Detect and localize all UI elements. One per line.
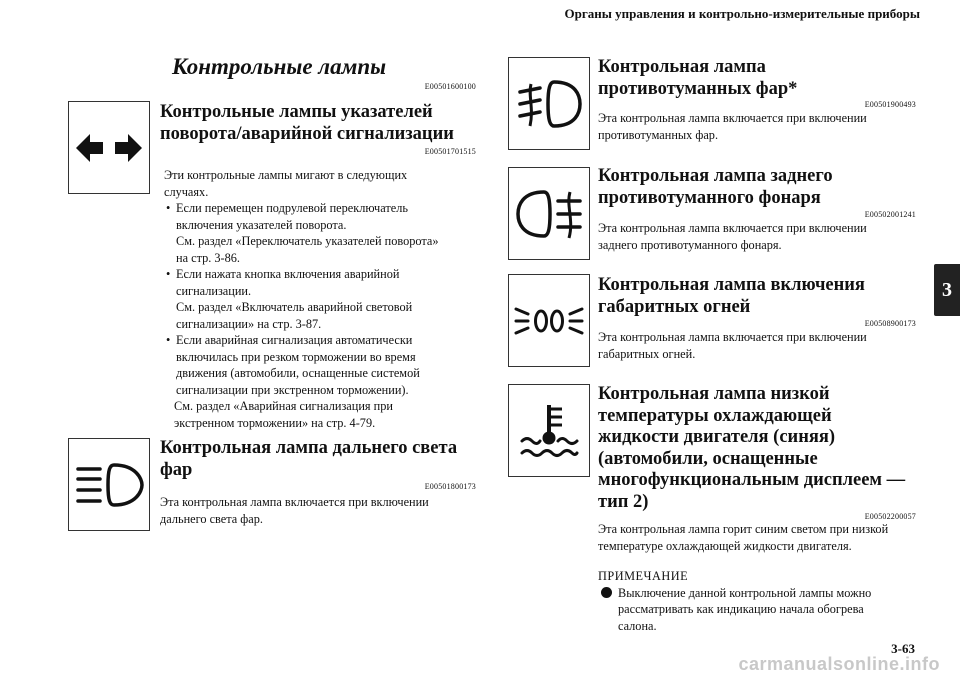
front-fog-heading-line: противотуманных фар*	[598, 79, 798, 99]
coolant-body	[598, 521, 928, 554]
front-fog-heading	[598, 56, 918, 100]
list-item-line: на стр. 3-86.	[176, 250, 241, 265]
list-item-line: • Если нажата кнопка включения аварийной	[176, 267, 400, 281]
turn-signal-heading-line: поворота/аварийной сигнализации	[160, 124, 454, 144]
running-header: Органы управления и контрольно-измерительные приборы	[564, 6, 920, 21]
coolant-heading-line: температуры охлаждающей	[598, 405, 832, 426]
bullet-icon	[601, 587, 612, 598]
rear-fog-icon-box	[508, 167, 590, 260]
turn-signal-heading-line: Контрольные лампы указателей	[160, 102, 433, 122]
section-code: E00501600100	[424, 82, 476, 91]
rear-fog-light-icon	[514, 184, 584, 244]
front-fog-icon-box	[508, 57, 590, 150]
note-text: рассматривать как индикацию начала обогрева	[618, 602, 864, 616]
high-beam-icon	[72, 457, 146, 513]
rear-fog-heading-line: противотуманного фонаря	[598, 188, 821, 208]
high-beam-heading-line: Контрольная лампа дальнего света	[160, 438, 458, 458]
position-lights-heading	[598, 274, 918, 318]
coolant-text: температуре охлаждающей жидкости двигателя.	[598, 538, 852, 553]
coolant-heading-line: Контрольная лампа низкой	[598, 384, 830, 404]
coolant-heading-line: (автомобили, оснащенные	[598, 448, 818, 469]
coolant-heading-line: тип 2)	[598, 491, 649, 512]
list-item-line: сигнализации при экстренном торможении).	[176, 382, 409, 397]
list-item-line: См. раздел «Переключатель указателей поворота»	[176, 234, 439, 248]
position-lights-body	[598, 329, 923, 362]
high-beam-icon-box	[68, 438, 150, 531]
list-item-line: движения (автомобили, оснащенные системой	[176, 366, 420, 380]
coolant-heading-line: жидкости двигателя (синяя)	[598, 427, 836, 447]
high-beam-code: E00501800173	[424, 482, 476, 491]
rear-fog-body	[598, 220, 923, 253]
turn-signal-conditions-list	[164, 200, 484, 398]
high-beam-body	[160, 494, 485, 527]
rear-fog-text: заднего противотуманного фонаря.	[598, 237, 782, 252]
turn-signal-intro: случаях.	[164, 184, 209, 199]
position-lights-text: габаритных огней.	[598, 346, 696, 361]
page-reference: См. раздел «Аварийная сигнализация при	[174, 399, 393, 413]
rear-fog-text: Эта контрольная лампа включается при включении	[598, 221, 867, 235]
front-fog-body	[598, 110, 923, 143]
coolant-icon-box	[508, 384, 590, 477]
position-lights-icon	[512, 299, 586, 343]
position-lights-text: Эта контрольная лампа включается при включении	[598, 330, 867, 344]
turn-signal-intro: Эти контрольные лампы мигают в следующих	[164, 168, 408, 182]
list-item-line: См. раздел «Включатель аварийной световой	[176, 300, 413, 314]
note-text: салона.	[618, 618, 657, 633]
list-item	[164, 266, 484, 332]
front-fog-light-icon	[514, 74, 584, 134]
chapter-tab: 3	[934, 264, 960, 316]
position-lights-heading-line: габаритных огней	[598, 297, 751, 317]
list-item	[164, 200, 484, 266]
list-item-line: включилась при резком торможении во время	[176, 349, 416, 364]
high-beam-heading-line: фар	[160, 460, 193, 480]
watermark: carmanualsonline.info	[738, 654, 940, 674]
page-number: 3-63	[891, 641, 915, 656]
front-fog-code: E00501900493	[864, 100, 916, 109]
note-item	[598, 585, 928, 635]
note	[598, 568, 928, 634]
list-item	[164, 332, 484, 398]
coolant-heading	[598, 384, 928, 513]
low-coolant-temperature-icon	[514, 399, 584, 463]
high-beam-text: дальнего света фар.	[160, 511, 263, 526]
coolant-code: E00502200057	[864, 512, 916, 521]
note-text: Выключение данной контрольной лампы можно	[618, 585, 872, 600]
list-item-line: сигнализации» на стр. 3-87.	[176, 316, 322, 331]
list-item-line: • Если перемещен подрулевой переключатель	[176, 201, 408, 215]
front-fog-heading-line: Контрольная лампа	[598, 57, 766, 77]
position-lights-icon-box	[508, 274, 590, 367]
turn-signal-arrows-icon	[74, 128, 144, 168]
coolant-text: Эта контрольная лампа горит синим светом при низкой	[598, 522, 889, 536]
turn-signal-body	[164, 167, 484, 431]
list-item-line: • Если аварийная сигнализация автоматически	[176, 333, 413, 347]
coolant-heading-line: многофункциональным дисплеем —	[598, 470, 906, 490]
rear-fog-heading-line: Контрольная лампа заднего	[598, 166, 833, 186]
front-fog-text: Эта контрольная лампа включается при включении	[598, 111, 867, 125]
turn-signal-icon-box	[68, 101, 150, 194]
page-reference: экстренном торможении» на стр. 4-79.	[174, 415, 376, 430]
turn-signal-heading	[160, 101, 480, 145]
list-item-line: включения указателей поворота.	[176, 217, 347, 232]
rear-fog-code: E00502001241	[864, 210, 916, 219]
position-lights-heading-line: Контрольная лампа включения	[598, 275, 865, 295]
note-label: ПРИМЕЧАНИЕ	[598, 569, 689, 583]
front-fog-text: противотуманных фар.	[598, 127, 719, 142]
turn-signal-code: E00501701515	[424, 147, 476, 156]
list-item-line: сигнализации.	[176, 283, 252, 298]
high-beam-text: Эта контрольная лампа включается при включении	[160, 495, 429, 509]
page-title: Контрольные лампы	[172, 54, 387, 79]
position-lights-code: E00508900173	[864, 319, 916, 328]
high-beam-heading	[160, 437, 480, 481]
rear-fog-heading	[598, 165, 918, 209]
